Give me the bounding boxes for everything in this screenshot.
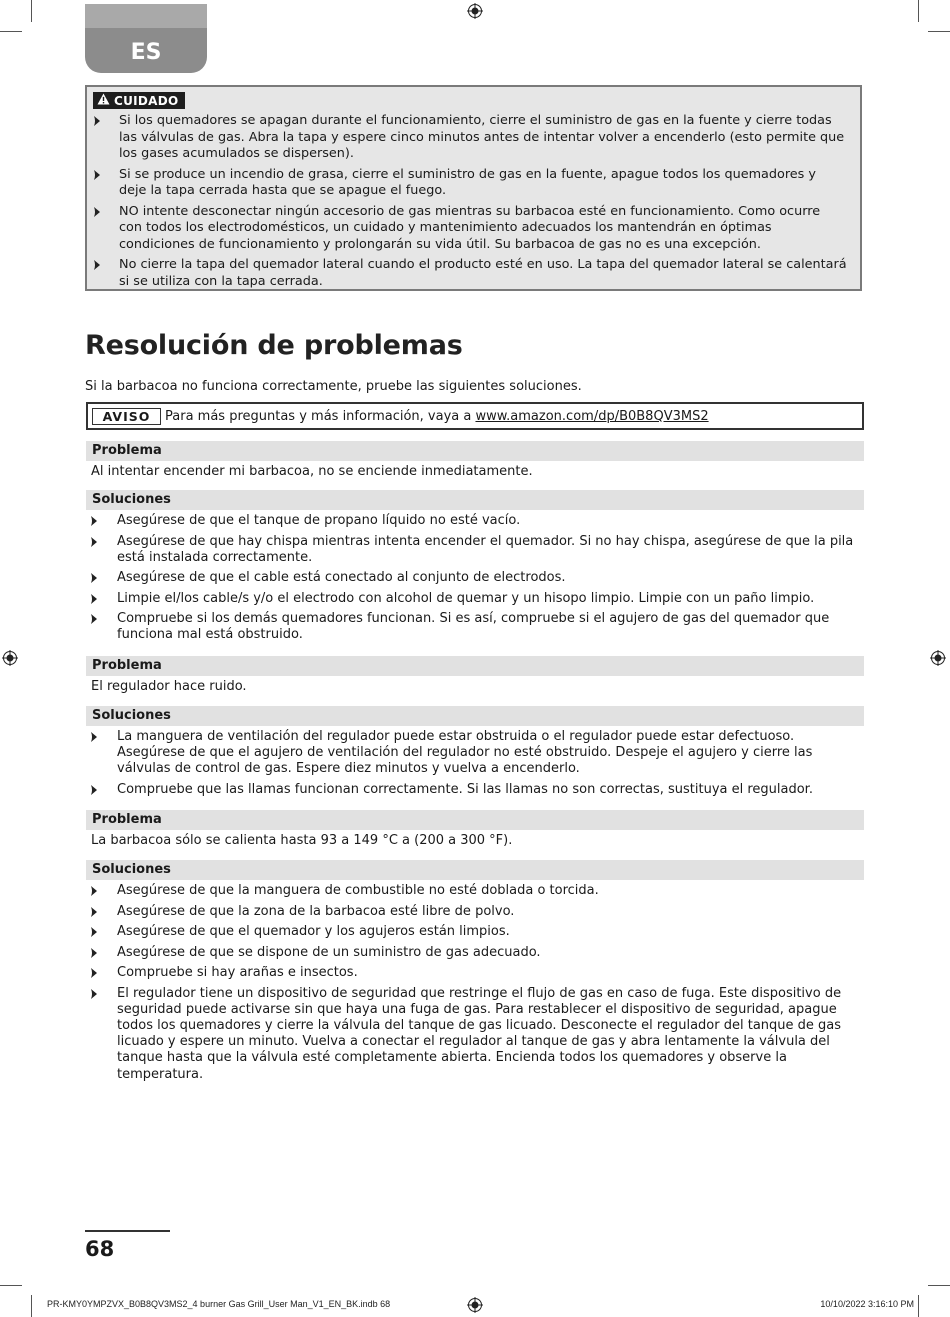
problem-header: Problema — [86, 441, 864, 461]
bullet-arrow-icon — [94, 170, 100, 180]
bullet-arrow-icon — [94, 260, 100, 270]
solutions-list — [88, 883, 858, 1087]
list-item — [88, 570, 858, 586]
solution-text: Asegúrese de que el cable está conectado al conjunto de electrodos. — [117, 570, 566, 586]
solutions-header: Soluciones — [86, 860, 864, 880]
registration-mark-icon — [930, 650, 946, 666]
solutions-list — [88, 729, 858, 802]
caution-list — [91, 113, 847, 294]
bullet-arrow-icon — [91, 907, 97, 917]
list-item — [91, 113, 847, 163]
caution-item-text: NO intente desconectar ningún accesorio de gas mientras su barbacoa esté en funcionamiento. Como ocurre con todos los electrodomésticos, un cuidado y mantenimiento adecuados los mantendrán en óptimas condiciones de funcionamiento y prolongarán su vida útil. Su barbacoa de gas no es una excepción. — [119, 203, 821, 252]
list-item — [88, 924, 858, 940]
notice-box — [86, 402, 864, 430]
solution-text: Asegúrese de que el tanque de propano líquido no esté vacío. — [117, 513, 521, 528]
registration-mark-icon — [2, 650, 18, 666]
solutions-header: Soluciones — [86, 706, 864, 726]
amazon-link[interactable]: www.amazon.com/dp/B0B8QV3MS2 — [475, 409, 709, 424]
list-item — [88, 965, 858, 981]
solution-text: Asegúrese de que la zona de la barbacoa esté libre de polvo. — [117, 903, 515, 919]
caution-label — [93, 92, 185, 109]
bullet-arrow-icon — [91, 989, 97, 999]
crop-mark — [31, 1295, 32, 1317]
list-item — [91, 204, 847, 254]
list-item — [91, 167, 847, 200]
notice-text — [165, 409, 709, 424]
solutions-list — [88, 513, 858, 648]
registration-mark-icon — [467, 3, 483, 19]
page-title: Resolución de problemas — [85, 330, 463, 361]
bullet-arrow-icon — [91, 516, 97, 526]
language-code: ES — [130, 40, 162, 65]
caution-label-text: CUIDADO — [114, 93, 179, 108]
solutions-header: Soluciones — [86, 490, 864, 510]
crop-mark — [928, 31, 950, 32]
bullet-arrow-icon — [91, 614, 97, 624]
bullet-arrow-icon — [94, 207, 100, 217]
crop-mark — [928, 1285, 950, 1286]
solution-text: Asegúrese de que la manguera de combustible no esté doblada o torcida. — [117, 883, 599, 898]
list-item — [88, 611, 858, 643]
list-item — [88, 986, 858, 1083]
solution-text: Asegúrese de que se dispone de un suministro de gas adecuado. — [117, 944, 541, 960]
registration-mark-icon — [467, 1297, 483, 1313]
bullet-arrow-icon — [91, 732, 97, 742]
bullet-arrow-icon — [91, 968, 97, 978]
notice-text-body: Para más preguntas y más información, vaya a — [165, 409, 476, 424]
notice-label: AVISO — [92, 408, 161, 425]
bullet-arrow-icon — [91, 785, 97, 795]
bullet-arrow-icon — [91, 573, 97, 583]
crop-mark — [0, 31, 22, 32]
problem-text: La barbacoa sólo se calienta hasta 93 a 149 °C a (200 a 300 °F). — [91, 833, 513, 848]
list-item — [88, 782, 858, 798]
bullet-arrow-icon — [94, 116, 100, 126]
caution-item-text: No cierre la tapa del quemador lateral cuando el producto esté en uso. La tapa del quemador lateral se calentará si se utiliza con la tapa cerrada. — [119, 257, 847, 289]
bullet-arrow-icon — [91, 948, 97, 958]
solution-text: La manguera de ventilación del regulador puede estar obstruida o el regulador puede estar defectuoso. Asegúrese de que el agujero de ventilación del regulador no esté obstruido. Despeje el agujero y cierre las válvulas de control de gas. Espere diez minutos y vuelva a encenderlo. — [117, 729, 813, 777]
bullet-arrow-icon — [91, 537, 97, 547]
crop-mark — [31, 0, 32, 22]
problem-header: Problema — [86, 656, 864, 676]
list-item — [88, 534, 858, 566]
solution-text: El regulador tiene un dispositivo de seguridad que restringe el flujo de gas en caso de fuga. Este dispositivo de seguridad puede activarse sin que haya una fuga de gas. Para restablecer el dispositivo de seguridad, apague todos los quemadores y cierre la válvula del tanque de gas licuado. Desconecte el regulador del tanque de gas licuado y espere un minuto. Vuelva a conectar el regulador al tanque de gas y abra lentamente la válvula del tanque hasta que la válvula esté completamente abierta. Encienda todos los quemadores y observe la temperatura. — [117, 985, 842, 1082]
solution-text: Compruebe que las llamas funcionan correctamente. Si las llamas no son correctas, sustituya el regulador. — [117, 781, 813, 797]
intro-text: Si la barbacoa no funciona correctamente, pruebe las siguientes soluciones. — [85, 379, 582, 394]
list-item — [91, 257, 847, 290]
solution-text: Asegúrese de que el quemador y los agujeros están limpios. — [117, 924, 510, 939]
print-slug-date: 10/10/2022 3:16:10 PM — [820, 1299, 914, 1309]
caution-item-text: Si se produce un incendio de grasa, cierre el suministro de gas en la fuente, apague todos los quemadores y deje la tapa cerrada hasta que se apague el fuego. — [119, 166, 816, 198]
warning-triangle-icon — [97, 93, 110, 108]
problem-text: Al intentar encender mi barbacoa, no se enciende inmediatamente. — [91, 464, 533, 479]
language-tab — [85, 4, 207, 73]
bullet-arrow-icon — [91, 594, 97, 604]
solution-text: Compruebe si hay arañas e insectos. — [117, 965, 358, 980]
solution-text: Compruebe si los demás quemadores funcionan. Si es así, compruebe si el agujero de gas del quemador que funciona mal está obstruido. — [117, 611, 830, 643]
footer-rule — [85, 1230, 170, 1232]
list-item — [88, 513, 858, 529]
list-item — [88, 904, 858, 920]
crop-mark — [918, 0, 919, 22]
page-number: 68 — [85, 1237, 115, 1261]
solution-text: Limpie el/los cable/s y/o el electrodo con alcohol de quemar y un hisopo limpio. Limpie con un paño limpio. — [117, 590, 815, 606]
crop-mark — [918, 1295, 919, 1317]
print-slug-file: PR-KMY0YMPZVX_B0B8QV3MS2_4 burner Gas Grill_User Man_V1_EN_BK.indb 68 — [47, 1299, 391, 1309]
problem-header: Problema — [86, 810, 864, 830]
solution-text: Asegúrese de que hay chispa mientras intenta encender el quemador. Si no hay chispa, asegúrese de que la pila está instalada correctamente. — [117, 533, 854, 565]
caution-box — [85, 85, 862, 291]
problem-text: El regulador hace ruido. — [91, 679, 247, 694]
list-item — [88, 729, 858, 778]
list-item — [88, 883, 858, 899]
list-item — [88, 591, 858, 607]
crop-mark — [0, 1285, 22, 1286]
caution-item-text: Si los quemadores se apagan durante el funcionamiento, cierre el suministro de gas en la fuente y cierre todas las válvulas de gas. Abra la tapa y espere cinco minutos antes de intentar volver a encenderlo (esto permite que los gases acumulados se dispersen). — [119, 113, 845, 161]
bullet-arrow-icon — [91, 886, 97, 896]
bullet-arrow-icon — [91, 927, 97, 937]
list-item — [88, 945, 858, 961]
